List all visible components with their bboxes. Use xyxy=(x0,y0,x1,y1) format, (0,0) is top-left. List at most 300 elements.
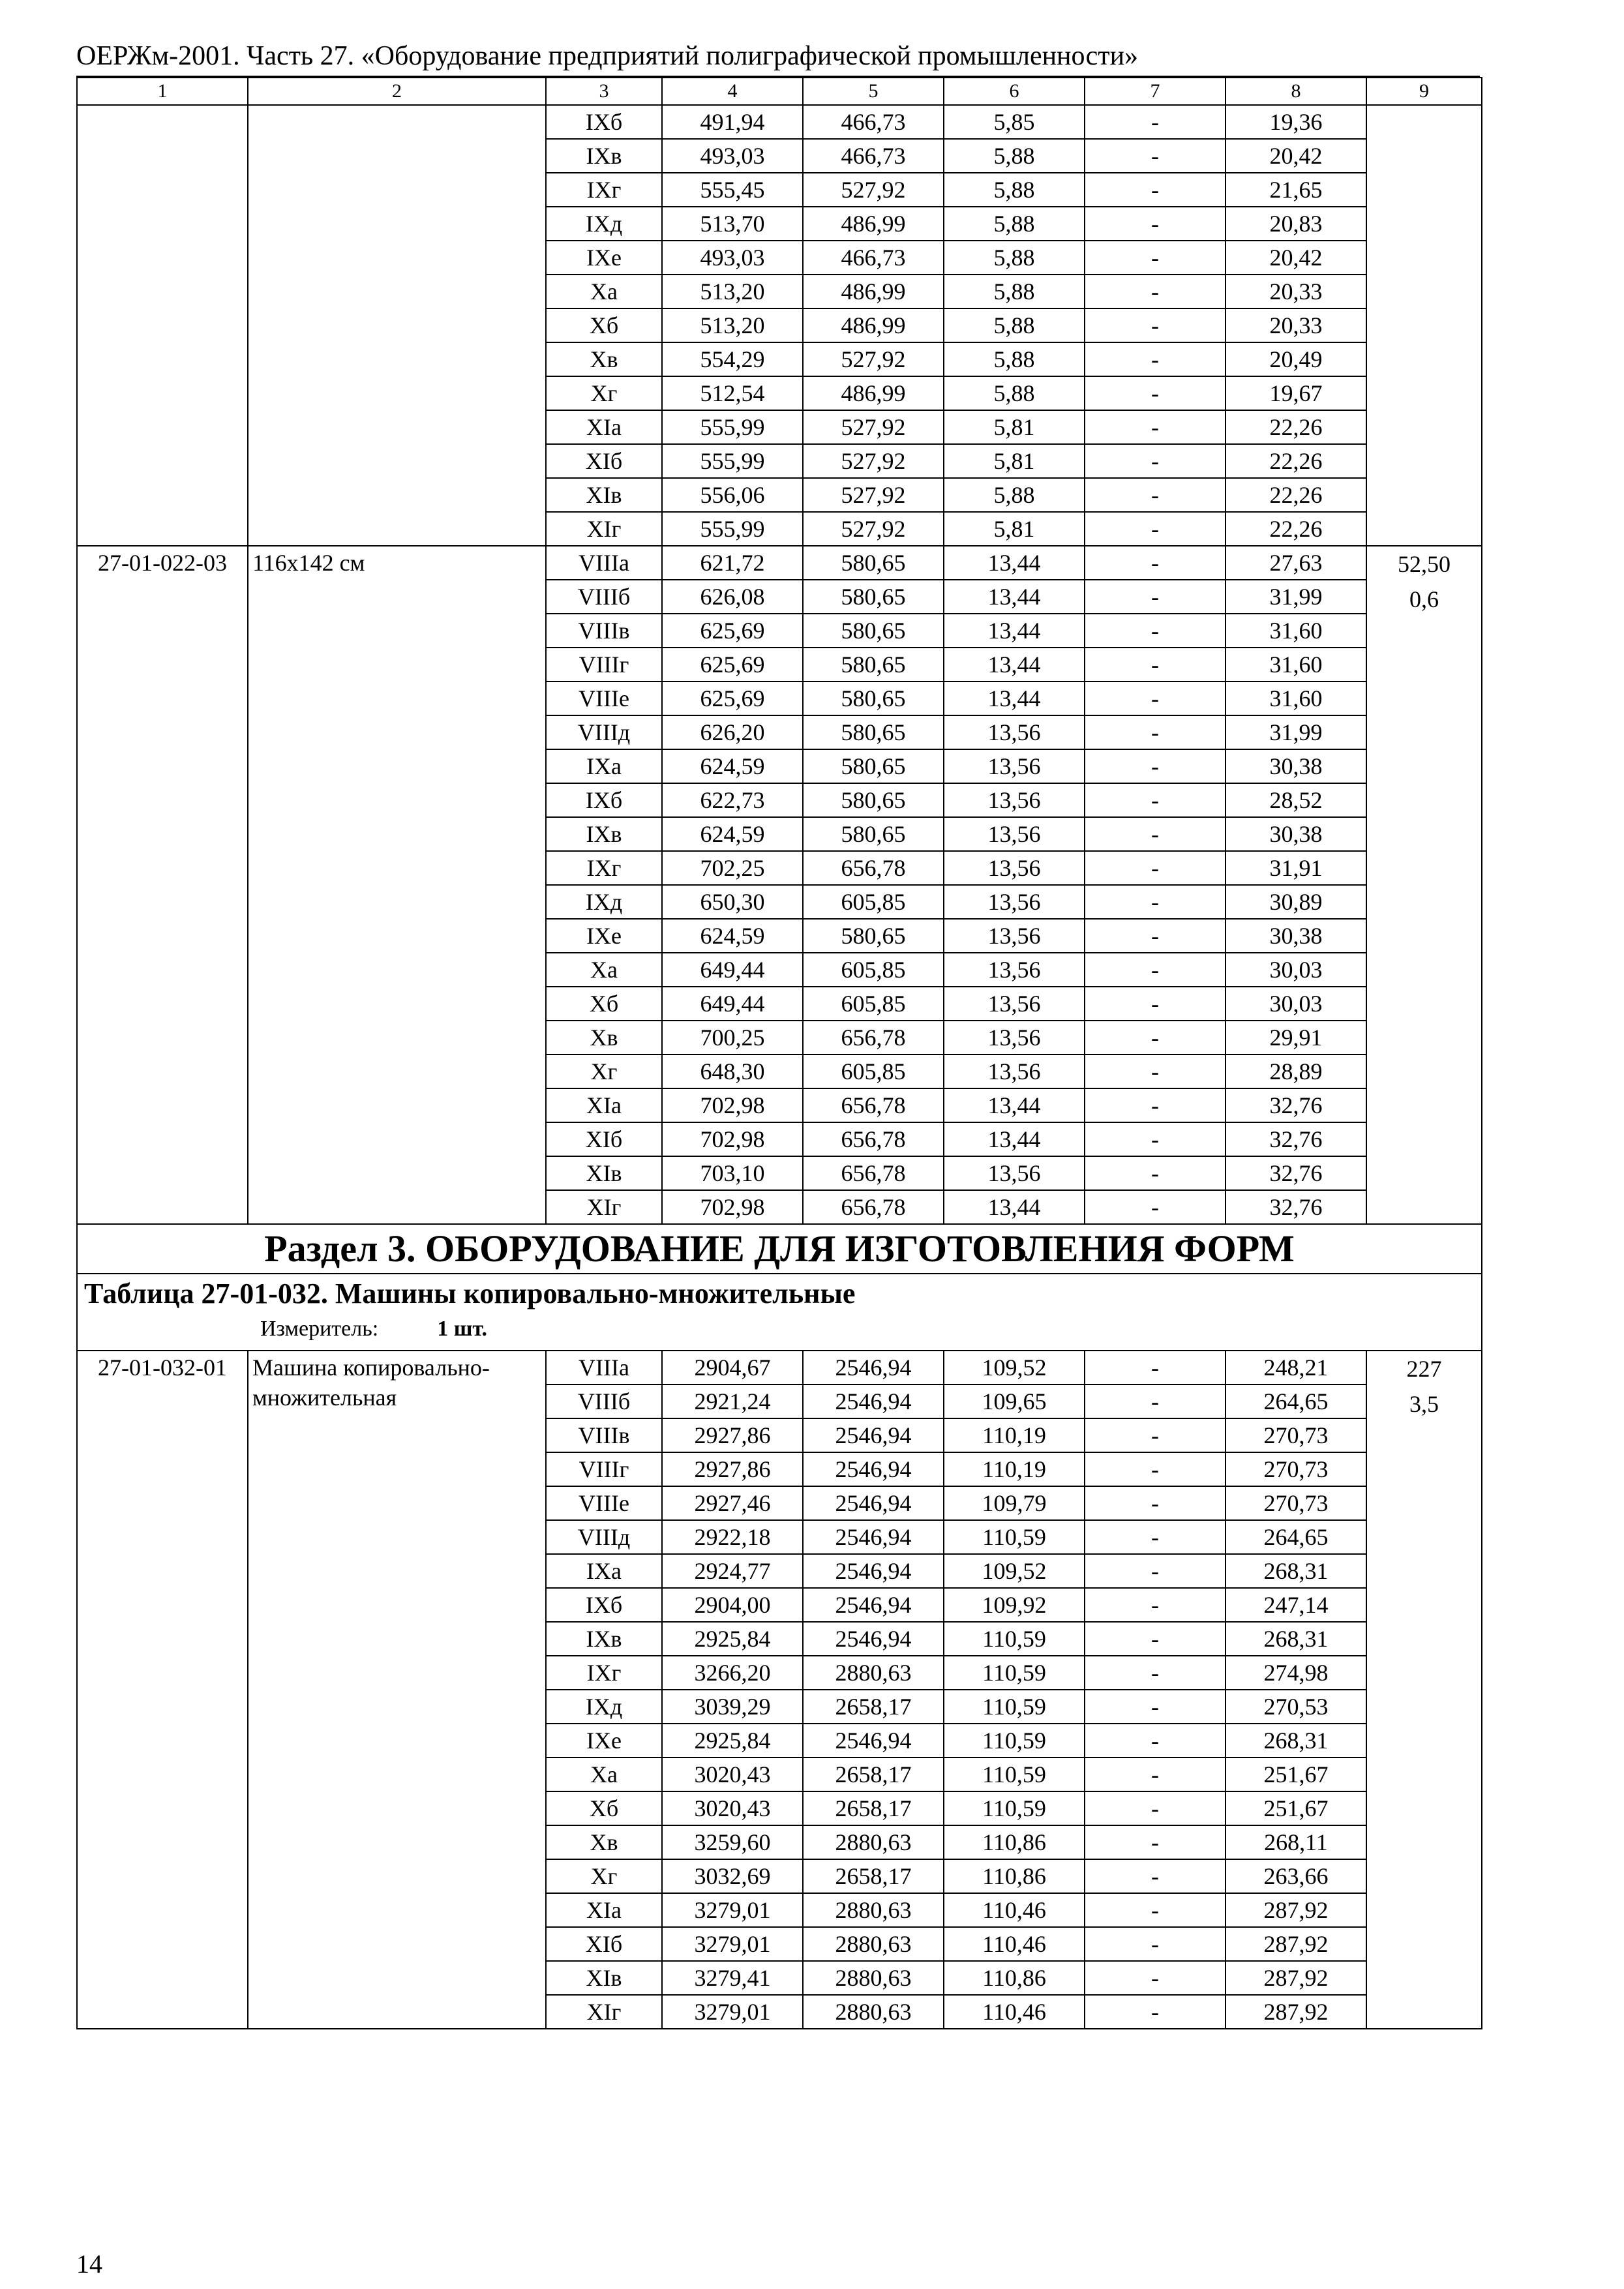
zone-cell: IXе xyxy=(546,241,662,275)
value-cell: 512,54 xyxy=(662,376,803,410)
value-cell: 3279,01 xyxy=(662,1893,803,1927)
value-cell: 2658,17 xyxy=(803,1690,944,1724)
value-cell: - xyxy=(1085,546,1226,580)
value-cell: 32,76 xyxy=(1226,1156,1366,1190)
value-cell: 287,92 xyxy=(1226,1995,1366,2029)
value-cell: - xyxy=(1085,614,1226,648)
col9-values xyxy=(1366,105,1482,546)
zone-cell: Xа xyxy=(546,953,662,987)
zone-cell: XIв xyxy=(546,1156,662,1190)
value-cell: 13,56 xyxy=(944,953,1085,987)
zone-cell: Xв xyxy=(546,1825,662,1859)
value-cell: 268,31 xyxy=(1226,1724,1366,1758)
column-number-row xyxy=(77,78,1482,105)
value-cell: 13,56 xyxy=(944,987,1085,1021)
value-cell: 13,44 xyxy=(944,1122,1085,1156)
value-cell: 5,88 xyxy=(944,207,1085,241)
measure-label: Измеритель: xyxy=(260,1317,379,1341)
value-cell: 527,92 xyxy=(803,512,944,546)
value-cell: - xyxy=(1085,648,1226,681)
value-cell: 22,26 xyxy=(1226,512,1366,546)
zone-cell: XIг xyxy=(546,512,662,546)
value-cell: 2546,94 xyxy=(803,1418,944,1452)
value-cell: 3259,60 xyxy=(662,1825,803,1859)
value-cell: 580,65 xyxy=(803,817,944,851)
value-cell: 29,91 xyxy=(1226,1021,1366,1055)
value-cell: 19,36 xyxy=(1226,105,1366,139)
column-number: 7 xyxy=(1085,78,1226,105)
value-cell: 28,89 xyxy=(1226,1055,1366,1088)
value-cell: 20,33 xyxy=(1226,275,1366,308)
value-cell: 110,86 xyxy=(944,1961,1085,1995)
value-cell: 263,66 xyxy=(1226,1859,1366,1893)
zone-cell: VIIIе xyxy=(546,1486,662,1520)
value-cell: 2904,67 xyxy=(662,1351,803,1384)
value-cell: 702,98 xyxy=(662,1122,803,1156)
value-cell: 13,44 xyxy=(944,1088,1085,1122)
zone-cell: IXв xyxy=(546,817,662,851)
value-cell: 20,83 xyxy=(1226,207,1366,241)
value-cell: 700,25 xyxy=(662,1021,803,1055)
value-cell: 2880,63 xyxy=(803,1893,944,1927)
value-cell: 32,76 xyxy=(1226,1190,1366,1224)
value-cell: - xyxy=(1085,1384,1226,1418)
page-number: 14 xyxy=(76,2249,102,2279)
value-cell: - xyxy=(1085,1622,1226,1656)
value-cell: - xyxy=(1085,207,1226,241)
value-cell: 580,65 xyxy=(803,919,944,953)
value-cell: - xyxy=(1085,1418,1226,1452)
value-cell: 2546,94 xyxy=(803,1384,944,1418)
value-cell: 626,20 xyxy=(662,715,803,749)
value-cell: 5,88 xyxy=(944,478,1085,512)
value-cell: 287,92 xyxy=(1226,1961,1366,1995)
zone-cell: VIIIв xyxy=(546,614,662,648)
section-title: Раздел 3. ОБОРУДОВАНИЕ ДЛЯ ИЗГОТОВЛЕНИЯ ФОРМ xyxy=(77,1224,1482,1274)
zone-cell: IXд xyxy=(546,885,662,919)
value-cell: 19,67 xyxy=(1226,376,1366,410)
value-cell: 486,99 xyxy=(803,308,944,342)
value-cell: 580,65 xyxy=(803,715,944,749)
value-cell: 3279,01 xyxy=(662,1927,803,1961)
value-cell: 5,88 xyxy=(944,342,1085,376)
value-cell: 2922,18 xyxy=(662,1520,803,1554)
value-cell: 555,45 xyxy=(662,173,803,207)
value-cell: - xyxy=(1085,1452,1226,1486)
value-cell: 2880,63 xyxy=(803,1656,944,1690)
value-cell: - xyxy=(1085,1690,1226,1724)
value-cell: 20,42 xyxy=(1226,139,1366,173)
value-cell: - xyxy=(1085,749,1226,783)
value-cell: 110,86 xyxy=(944,1859,1085,1893)
value-cell: - xyxy=(1085,308,1226,342)
value-cell: 110,59 xyxy=(944,1758,1085,1791)
value-cell: 656,78 xyxy=(803,1156,944,1190)
value-cell: 270,73 xyxy=(1226,1418,1366,1452)
value-cell: 2904,00 xyxy=(662,1588,803,1622)
value-cell: 486,99 xyxy=(803,275,944,308)
rates-table xyxy=(76,77,1482,2029)
value-cell: 274,98 xyxy=(1226,1656,1366,1690)
value-cell: - xyxy=(1085,1758,1226,1791)
zone-cell: IXб xyxy=(546,105,662,139)
zone-cell: IXг xyxy=(546,173,662,207)
value-cell: 527,92 xyxy=(803,410,944,444)
value-cell: 31,91 xyxy=(1226,851,1366,885)
value-cell: - xyxy=(1085,410,1226,444)
value-cell: 702,98 xyxy=(662,1190,803,1224)
value-cell: 5,81 xyxy=(944,512,1085,546)
rate-name: 116х142 см xyxy=(248,546,546,1224)
value-cell: 527,92 xyxy=(803,444,944,478)
value-cell: 27,63 xyxy=(1226,546,1366,580)
column-number: 2 xyxy=(248,78,546,105)
value-cell: 13,56 xyxy=(944,1021,1085,1055)
zone-cell: Xа xyxy=(546,1758,662,1791)
zone-cell: Xа xyxy=(546,275,662,308)
value-cell: 513,20 xyxy=(662,308,803,342)
value-cell: 513,20 xyxy=(662,275,803,308)
value-cell: 527,92 xyxy=(803,478,944,512)
page-header: ОЕРЖм-2001. Часть 27. «Оборудование предприятий полиграфической промышленности» xyxy=(76,38,1480,78)
value-cell: 580,65 xyxy=(803,783,944,817)
value-cell: - xyxy=(1085,783,1226,817)
zone-cell: Xг xyxy=(546,376,662,410)
column-number: 5 xyxy=(803,78,944,105)
col9-value: 227 xyxy=(1406,1356,1442,1382)
value-cell: 625,69 xyxy=(662,614,803,648)
value-cell: 656,78 xyxy=(803,1190,944,1224)
zone-cell: Xв xyxy=(546,342,662,376)
value-cell: 2546,94 xyxy=(803,1622,944,1656)
value-cell: - xyxy=(1085,444,1226,478)
value-cell: - xyxy=(1085,173,1226,207)
value-cell: 31,60 xyxy=(1226,614,1366,648)
value-cell: 30,03 xyxy=(1226,953,1366,987)
value-cell: 2880,63 xyxy=(803,1927,944,1961)
value-cell: - xyxy=(1085,1656,1226,1690)
value-cell: 649,44 xyxy=(662,987,803,1021)
zone-cell: IXб xyxy=(546,783,662,817)
value-cell: - xyxy=(1085,478,1226,512)
value-cell: 5,88 xyxy=(944,275,1085,308)
measure-line xyxy=(84,1313,1475,1345)
value-cell: 486,99 xyxy=(803,207,944,241)
value-cell: 110,46 xyxy=(944,1927,1085,1961)
value-cell: 13,56 xyxy=(944,749,1085,783)
value-cell: - xyxy=(1085,1995,1226,2029)
value-cell: 649,44 xyxy=(662,953,803,987)
value-cell: 30,38 xyxy=(1226,749,1366,783)
value-cell: 3032,69 xyxy=(662,1859,803,1893)
zone-cell: Xб xyxy=(546,1791,662,1825)
value-cell: 251,67 xyxy=(1226,1791,1366,1825)
value-cell: 2880,63 xyxy=(803,1825,944,1859)
value-cell: 13,44 xyxy=(944,648,1085,681)
value-cell: 624,59 xyxy=(662,817,803,851)
value-cell: 625,69 xyxy=(662,681,803,715)
value-cell: 466,73 xyxy=(803,241,944,275)
value-cell: 2546,94 xyxy=(803,1724,944,1758)
rate-code xyxy=(77,105,248,546)
rate-name xyxy=(248,105,546,546)
value-cell: 580,65 xyxy=(803,614,944,648)
value-cell: - xyxy=(1085,512,1226,546)
value-cell: - xyxy=(1085,1961,1226,1995)
value-cell: 3020,43 xyxy=(662,1791,803,1825)
value-cell: 703,10 xyxy=(662,1156,803,1190)
value-cell: 110,86 xyxy=(944,1825,1085,1859)
value-cell: 13,44 xyxy=(944,580,1085,614)
value-cell: 268,31 xyxy=(1226,1622,1366,1656)
value-cell: 605,85 xyxy=(803,987,944,1021)
value-cell: 22,26 xyxy=(1226,444,1366,478)
zone-cell: Xб xyxy=(546,987,662,1021)
value-cell: 2546,94 xyxy=(803,1452,944,1486)
value-cell: 3020,43 xyxy=(662,1758,803,1791)
zone-cell: VIIIг xyxy=(546,648,662,681)
value-cell: - xyxy=(1085,1859,1226,1893)
value-cell: - xyxy=(1085,376,1226,410)
value-cell: 527,92 xyxy=(803,342,944,376)
value-cell: 13,44 xyxy=(944,614,1085,648)
value-cell: - xyxy=(1085,241,1226,275)
table-title-row xyxy=(77,1274,1482,1351)
value-cell: - xyxy=(1085,1156,1226,1190)
value-cell: 2927,46 xyxy=(662,1486,803,1520)
value-cell: 31,60 xyxy=(1226,681,1366,715)
value-cell: 13,56 xyxy=(944,1156,1085,1190)
zone-cell: IXв xyxy=(546,1622,662,1656)
value-cell: 109,92 xyxy=(944,1588,1085,1622)
value-cell: 30,03 xyxy=(1226,987,1366,1021)
value-cell: 109,52 xyxy=(944,1554,1085,1588)
value-cell: 247,14 xyxy=(1226,1588,1366,1622)
value-cell: 13,56 xyxy=(944,885,1085,919)
value-cell: 554,29 xyxy=(662,342,803,376)
value-cell: - xyxy=(1085,1088,1226,1122)
value-cell: - xyxy=(1085,139,1226,173)
table-title-cell xyxy=(77,1274,1482,1351)
value-cell: 2880,63 xyxy=(803,1995,944,2029)
zone-cell: VIIIб xyxy=(546,580,662,614)
value-cell: 513,70 xyxy=(662,207,803,241)
zone-cell: VIIIд xyxy=(546,1520,662,1554)
value-cell: 31,99 xyxy=(1226,580,1366,614)
zone-cell: IXа xyxy=(546,749,662,783)
rate-code: 27-01-032-01 xyxy=(77,1351,248,2029)
value-cell: 13,56 xyxy=(944,715,1085,749)
column-number: 1 xyxy=(77,78,248,105)
value-cell: - xyxy=(1085,885,1226,919)
value-cell: 30,89 xyxy=(1226,885,1366,919)
value-cell: 648,30 xyxy=(662,1055,803,1088)
value-cell: 2925,84 xyxy=(662,1724,803,1758)
value-cell: 466,73 xyxy=(803,139,944,173)
zone-cell: XIг xyxy=(546,1190,662,1224)
value-cell: - xyxy=(1085,342,1226,376)
zone-cell: IXа xyxy=(546,1554,662,1588)
value-cell: - xyxy=(1085,580,1226,614)
value-cell: 268,31 xyxy=(1226,1554,1366,1588)
zone-cell: XIг xyxy=(546,1995,662,2029)
value-cell: 5,88 xyxy=(944,308,1085,342)
value-cell: 13,56 xyxy=(944,817,1085,851)
value-cell: 493,03 xyxy=(662,139,803,173)
value-cell: 270,73 xyxy=(1226,1452,1366,1486)
value-cell: - xyxy=(1085,681,1226,715)
value-cell: 20,33 xyxy=(1226,308,1366,342)
zone-cell: IXд xyxy=(546,1690,662,1724)
value-cell: - xyxy=(1085,1190,1226,1224)
zone-cell: XIв xyxy=(546,1961,662,1995)
value-cell: - xyxy=(1085,817,1226,851)
value-cell: 493,03 xyxy=(662,241,803,275)
value-cell: 21,65 xyxy=(1226,173,1366,207)
value-cell: 605,85 xyxy=(803,953,944,987)
value-cell: 2927,86 xyxy=(662,1452,803,1486)
value-cell: 656,78 xyxy=(803,1021,944,1055)
value-cell: - xyxy=(1085,1351,1226,1384)
value-cell: 556,06 xyxy=(662,478,803,512)
value-cell: - xyxy=(1085,919,1226,953)
zone-cell: IXг xyxy=(546,851,662,885)
value-cell: 110,59 xyxy=(944,1520,1085,1554)
col9-values xyxy=(1366,1351,1482,2029)
column-number: 9 xyxy=(1366,78,1482,105)
value-cell: 2658,17 xyxy=(803,1791,944,1825)
value-cell: 109,52 xyxy=(944,1351,1085,1384)
value-cell: - xyxy=(1085,1554,1226,1588)
value-cell: 109,65 xyxy=(944,1384,1085,1418)
value-cell: 5,81 xyxy=(944,410,1085,444)
zone-cell: VIIIг xyxy=(546,1452,662,1486)
value-cell: 605,85 xyxy=(803,885,944,919)
zone-cell: XIа xyxy=(546,1088,662,1122)
section-row xyxy=(77,1224,1482,1274)
value-cell: 650,30 xyxy=(662,885,803,919)
value-cell: 13,44 xyxy=(944,681,1085,715)
value-cell: 13,56 xyxy=(944,851,1085,885)
value-cell: 5,88 xyxy=(944,139,1085,173)
zone-cell: Xб xyxy=(546,308,662,342)
value-cell: - xyxy=(1085,1724,1226,1758)
value-cell: 3279,01 xyxy=(662,1995,803,2029)
value-cell: 110,46 xyxy=(944,1995,1085,2029)
rate-name: Машина копировально-множительная xyxy=(248,1351,546,2029)
value-cell: 2925,84 xyxy=(662,1622,803,1656)
value-cell: 3266,20 xyxy=(662,1656,803,1690)
value-cell: 110,59 xyxy=(944,1724,1085,1758)
value-cell: 555,99 xyxy=(662,444,803,478)
value-cell: 270,53 xyxy=(1226,1690,1366,1724)
value-cell: 580,65 xyxy=(803,546,944,580)
value-cell: 28,52 xyxy=(1226,783,1366,817)
value-cell: 13,56 xyxy=(944,783,1085,817)
table-title: Таблица 27-01-032. Машины копировально-множительные xyxy=(84,1278,856,1309)
value-cell: - xyxy=(1085,987,1226,1021)
zone-cell: IXд xyxy=(546,207,662,241)
value-cell: 624,59 xyxy=(662,749,803,783)
value-cell: 656,78 xyxy=(803,1122,944,1156)
value-cell: 110,59 xyxy=(944,1791,1085,1825)
value-cell: 264,65 xyxy=(1226,1520,1366,1554)
value-cell: 555,99 xyxy=(662,512,803,546)
value-cell: 580,65 xyxy=(803,681,944,715)
value-cell: 626,08 xyxy=(662,580,803,614)
value-cell: 5,85 xyxy=(944,105,1085,139)
value-cell: 110,59 xyxy=(944,1690,1085,1724)
value-cell: 110,46 xyxy=(944,1893,1085,1927)
zone-cell: XIа xyxy=(546,410,662,444)
rate-code: 27-01-022-03 xyxy=(77,546,248,1224)
value-cell: 555,99 xyxy=(662,410,803,444)
value-cell: 625,69 xyxy=(662,648,803,681)
value-cell: 31,99 xyxy=(1226,715,1366,749)
value-cell: 580,65 xyxy=(803,580,944,614)
value-cell: - xyxy=(1085,105,1226,139)
zone-cell: IXг xyxy=(546,1656,662,1690)
value-cell: 656,78 xyxy=(803,1088,944,1122)
value-cell: 2546,94 xyxy=(803,1554,944,1588)
value-cell: 22,26 xyxy=(1226,478,1366,512)
zone-cell: IXв xyxy=(546,139,662,173)
zone-cell: Xв xyxy=(546,1021,662,1055)
value-cell: 5,88 xyxy=(944,241,1085,275)
value-cell: - xyxy=(1085,1486,1226,1520)
value-cell: - xyxy=(1085,715,1226,749)
value-cell: - xyxy=(1085,1520,1226,1554)
value-cell: 13,56 xyxy=(944,1055,1085,1088)
value-cell: - xyxy=(1085,1021,1226,1055)
value-cell: 5,81 xyxy=(944,444,1085,478)
value-cell: 702,98 xyxy=(662,1088,803,1122)
value-cell: - xyxy=(1085,1927,1226,1961)
value-cell: - xyxy=(1085,1893,1226,1927)
value-cell: 624,59 xyxy=(662,919,803,953)
value-cell: 580,65 xyxy=(803,648,944,681)
value-cell: - xyxy=(1085,1122,1226,1156)
zone-cell: XIв xyxy=(546,478,662,512)
value-cell: 32,76 xyxy=(1226,1088,1366,1122)
value-cell: 110,59 xyxy=(944,1656,1085,1690)
zone-cell: Xг xyxy=(546,1055,662,1088)
column-number: 3 xyxy=(546,78,662,105)
value-cell: - xyxy=(1085,275,1226,308)
table-row xyxy=(77,105,1482,139)
zone-cell: XIб xyxy=(546,1927,662,1961)
zone-cell: VIIIа xyxy=(546,1351,662,1384)
column-number: 4 xyxy=(662,78,803,105)
value-cell: 491,94 xyxy=(662,105,803,139)
zone-cell: VIIIа xyxy=(546,546,662,580)
value-cell: 109,79 xyxy=(944,1486,1085,1520)
value-cell: 2546,94 xyxy=(803,1351,944,1384)
value-cell: 287,92 xyxy=(1226,1927,1366,1961)
col9-values xyxy=(1366,546,1482,1224)
value-cell: 20,42 xyxy=(1226,241,1366,275)
value-cell: 287,92 xyxy=(1226,1893,1366,1927)
value-cell: 605,85 xyxy=(803,1055,944,1088)
zone-cell: IXе xyxy=(546,1724,662,1758)
col9-value: 52,50 xyxy=(1398,551,1451,577)
zone-cell: VIIIд xyxy=(546,715,662,749)
zone-cell: VIIIв xyxy=(546,1418,662,1452)
value-cell: 268,11 xyxy=(1226,1825,1366,1859)
value-cell: - xyxy=(1085,1791,1226,1825)
value-cell: 2921,24 xyxy=(662,1384,803,1418)
value-cell: 2658,17 xyxy=(803,1859,944,1893)
